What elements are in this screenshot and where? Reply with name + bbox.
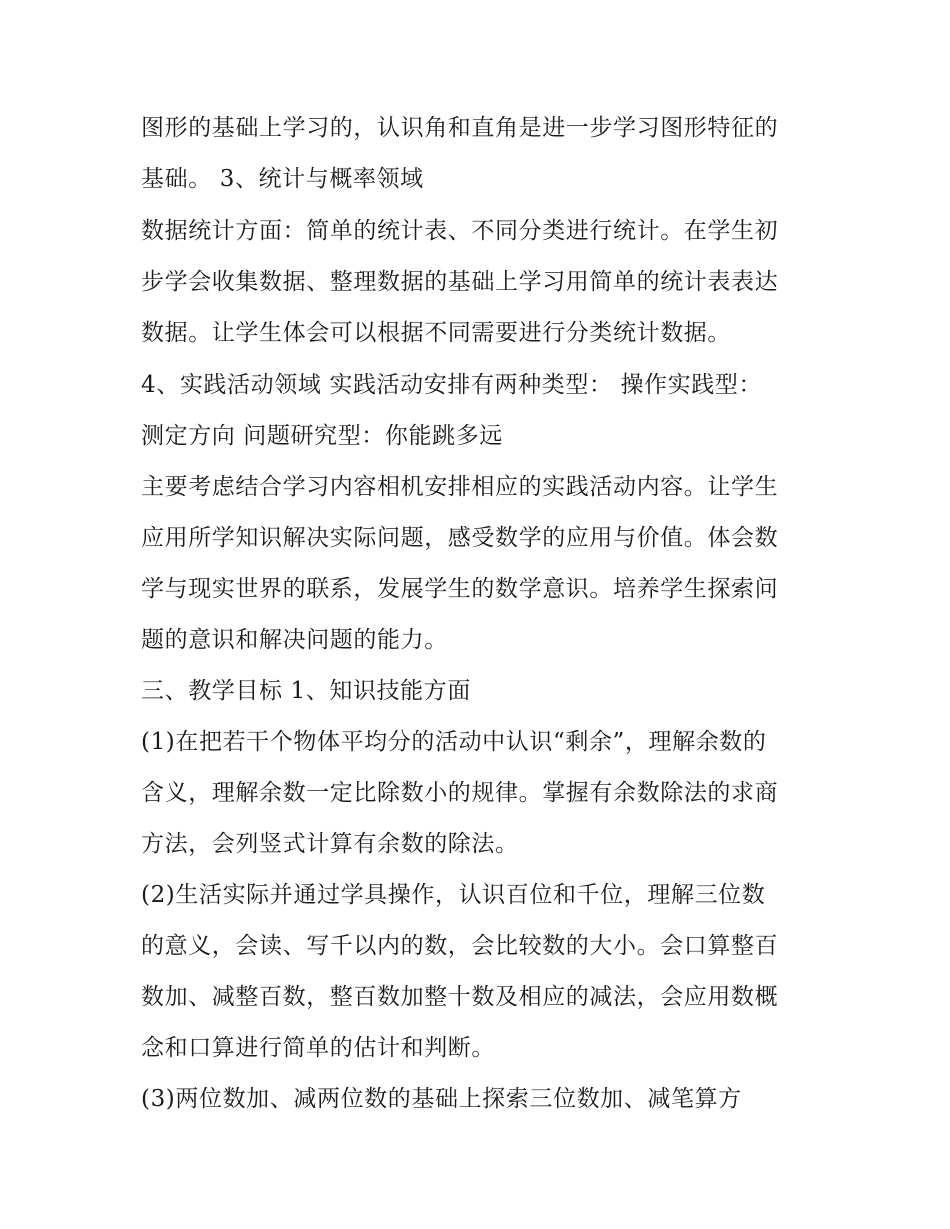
text-line: 数据统计方面：简单的统计表、不同分类进行统计。在学生初: [141, 218, 779, 244]
text-line: (1)在把若干个物体平均分的活动中认识“剩余”，理解余数的: [141, 729, 767, 755]
text-line: 数据。让学生体会可以根据不同需要进行分类统计数据。: [141, 320, 731, 346]
text-line: 测定方向 问题研究型：你能跳多远: [141, 423, 503, 449]
text-line: 应用所学知识解决实际问题，感受数学的应用与价值。体会数: [141, 525, 779, 551]
text-line: 基础。 3、统计与概率领域: [141, 166, 424, 192]
text-line: 主要考虑结合学习内容相机安排相应的实践活动内容。让学生: [141, 474, 779, 500]
text-line: 念和口算进行简单的估计和判断。: [141, 1035, 495, 1061]
text-line: 学与现实世界的联系，发展学生的数学意识。培养学生探索问: [141, 576, 779, 602]
text-line: 含义，理解余数一定比除数小的规律。掌握有余数除法的求商: [141, 780, 779, 806]
text-line: 4、实践活动领域 实践活动安排有两种类型： 操作实践型：: [141, 372, 763, 398]
text-line: (2)生活实际并通过学具操作，认识百位和千位，理解三位数: [141, 882, 766, 908]
text-line: 数加、减整百数，整百数加整十数及相应的减法，会应用数概: [141, 984, 779, 1010]
text-line: 图形的基础上学习的，认识角和直角是进一步学习图形特征的: [141, 115, 779, 141]
text-line: 步学会收集数据、整理数据的基础上学习用简单的统计表表达: [141, 269, 779, 295]
text-line: 三、教学目标 1、知识技能方面: [141, 678, 471, 704]
text-line: 的意义，会读、写千以内的数，会比较数的大小。会口算整百: [141, 933, 779, 959]
text-line: 题的意识和解决问题的能力。: [141, 627, 448, 653]
text-line: 方法，会列竖式计算有余数的除法。: [141, 831, 519, 857]
text-line: (3)两位数加、减两位数的基础上探索三位数加、减笔算方: [141, 1086, 742, 1112]
